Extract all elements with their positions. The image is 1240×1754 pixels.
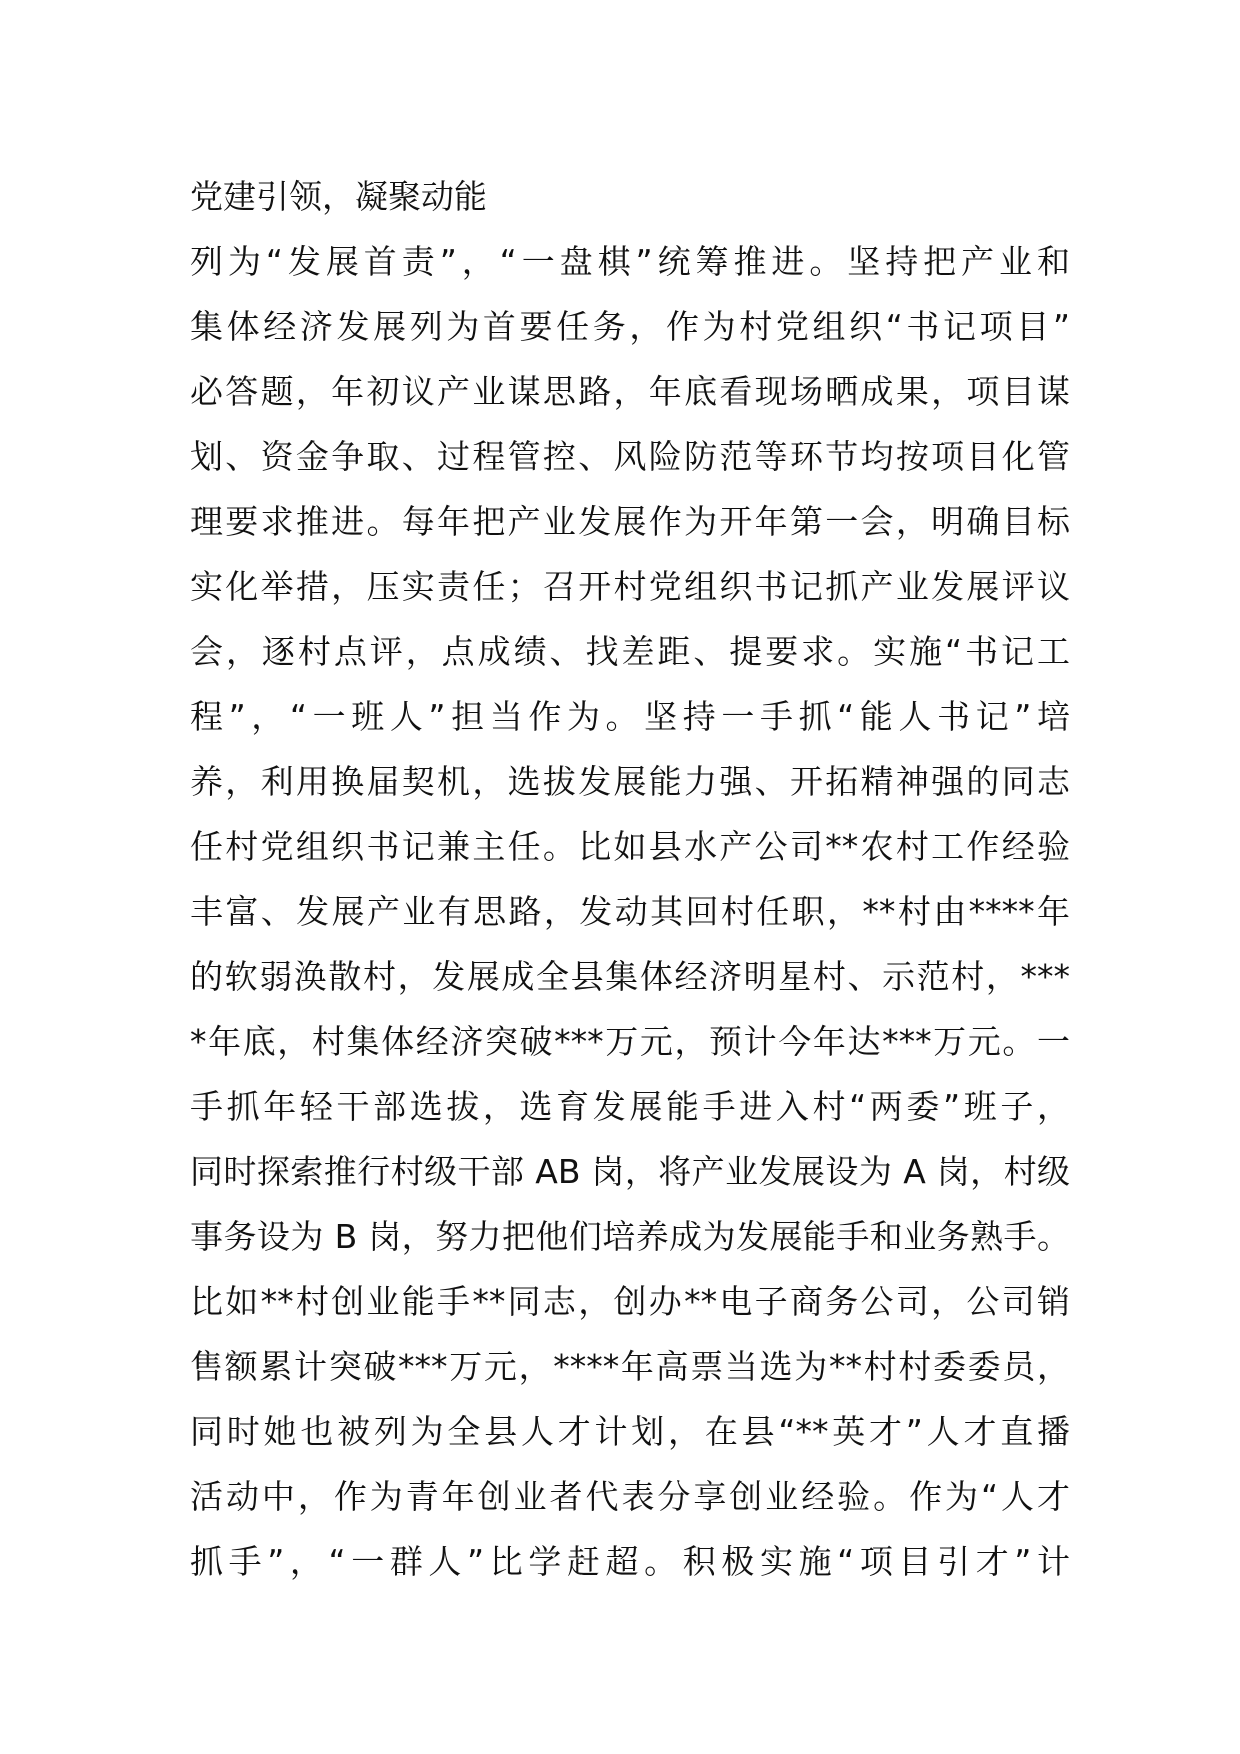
- paragraph-line: 划、资金争取、过程管控、风险防范等环节均按项目化管: [190, 437, 1070, 476]
- paragraph-line: 集体经济发展列为首要任务，作为村党组织“书记项目”: [190, 307, 1070, 346]
- paragraph-line: 手抓年轻干部选拔，选育发展能手进入村“两委”班子，: [190, 1087, 1070, 1126]
- paragraph-line: 活动中，作为青年创业者代表分享创业经验。作为“人才: [190, 1477, 1070, 1516]
- paragraph-line: 列为“发展首责”，“一盘棋”统筹推进。坚持把产业和: [190, 242, 1070, 281]
- paragraph-line: 程”，“一班人”担当作为。坚持一手抓“能人书记”培: [190, 697, 1070, 736]
- paragraph-line: 任村党组织书记兼主任。比如县水产公司**农村工作经验: [190, 827, 1070, 866]
- paragraph-line: 丰富、发展产业有思路，发动其回村任职，**村由****年: [190, 892, 1070, 931]
- paragraph-line: 售额累计突破***万元，****年高票当选为**村村委委员，: [190, 1347, 1070, 1386]
- section-heading: 党建引领，凝聚动能: [190, 177, 487, 216]
- paragraph-line: 抓手”，“一群人”比学赶超。积极实施“项目引才”计: [190, 1542, 1070, 1581]
- paragraph-line: 比如**村创业能手**同志，创办**电子商务公司，公司销: [190, 1282, 1070, 1321]
- paragraph-line: 同时探索推行村级干部 AB 岗，将产业发展设为 A 岗，村级: [190, 1152, 1070, 1191]
- paragraph-line: *年底，村集体经济突破***万元，预计今年达***万元。一: [190, 1022, 1070, 1061]
- document-body: [190, 164, 1070, 1594]
- paragraph-line: 事务设为 B 岗，努力把他们培养成为发展能手和业务熟手。: [190, 1217, 1070, 1256]
- paragraph-line: 同时她也被列为全县人才计划，在县“**英才”人才直播: [190, 1412, 1070, 1451]
- paragraph-line: 的软弱涣散村，发展成全县集体经济明星村、示范村，***: [190, 957, 1070, 996]
- paragraph-line: 养，利用换届契机，选拔发展能力强、开拓精神强的同志: [190, 762, 1070, 801]
- paragraph-line: 必答题，年初议产业谋思路，年底看现场晒成果，项目谋: [190, 372, 1070, 411]
- paragraph-line: 实化举措，压实责任；召开村党组织书记抓产业发展评议: [190, 567, 1070, 606]
- paragraph-line: 会，逐村点评，点成绩、找差距、提要求。实施“书记工: [190, 632, 1070, 671]
- paragraph-line: 理要求推进。每年把产业发展作为开年第一会，明确目标: [190, 502, 1070, 541]
